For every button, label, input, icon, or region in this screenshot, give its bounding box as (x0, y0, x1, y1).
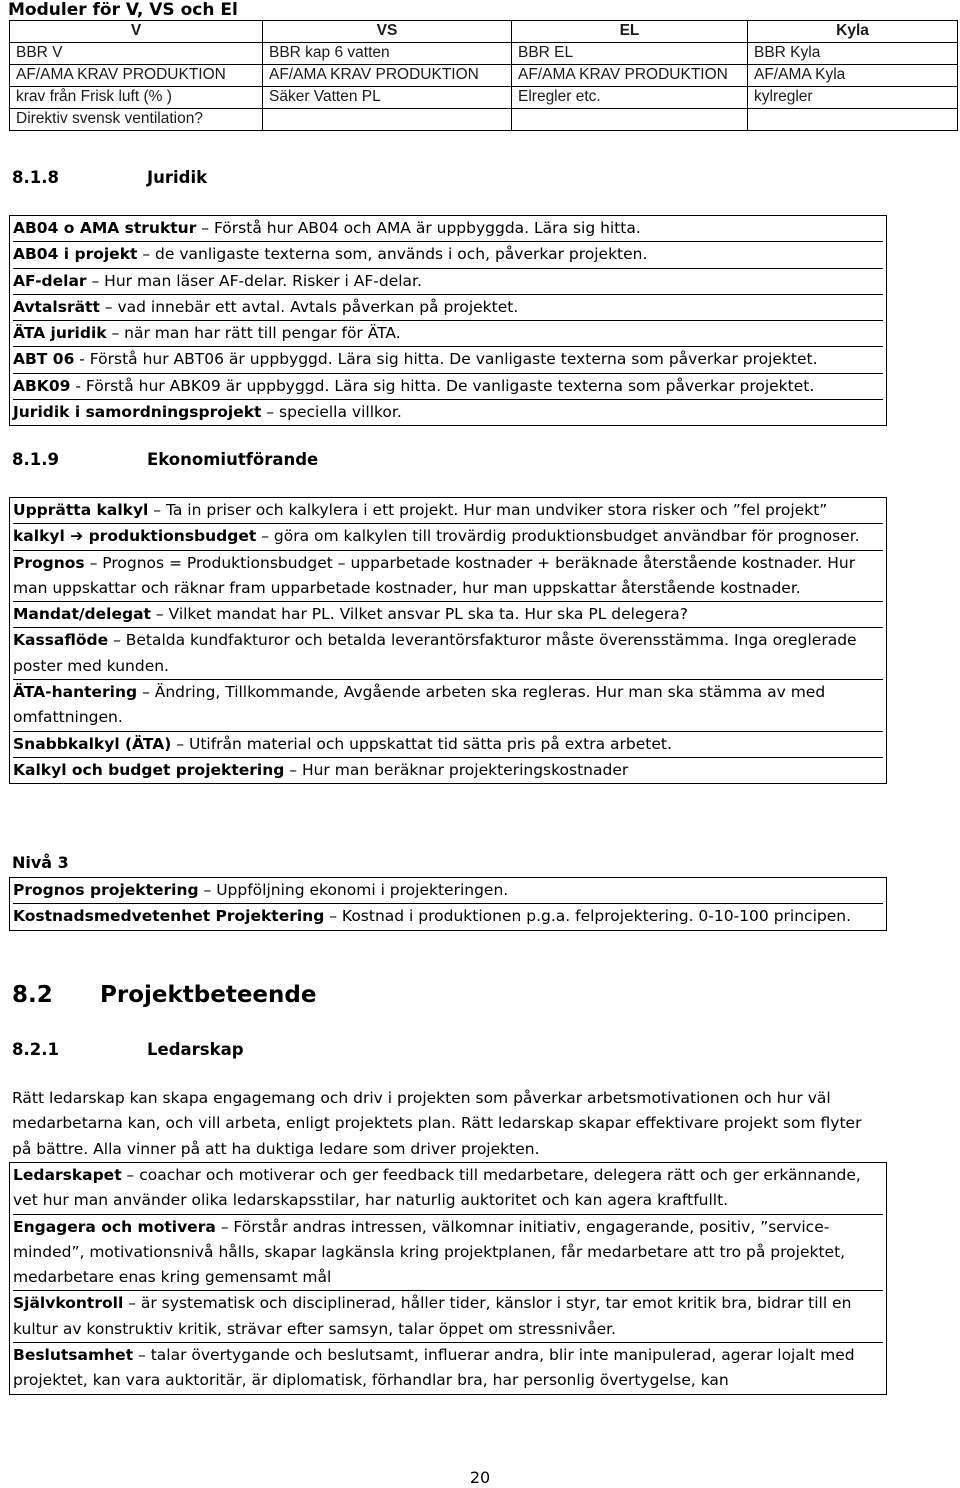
item-text: – Vilket mandat har PL. Vilket ansvar PL ska ta. Hur ska PL delegera? (150, 605, 688, 624)
section-heading-projektbeteende (12, 982, 316, 1008)
item-term: Självkontroll (13, 1294, 124, 1313)
list-item (13, 1163, 883, 1215)
item-term: Engagera och motivera (13, 1217, 216, 1236)
section-title: Ledarskap (147, 1040, 244, 1059)
item-term: Ledarskapet (13, 1166, 122, 1184)
list-item (13, 295, 883, 321)
item-term: AB04 o AMA struktur (13, 219, 197, 237)
list-item (13, 904, 883, 929)
table-cell (748, 109, 958, 131)
list-item (13, 347, 883, 373)
section-number: 8.1.8 (12, 168, 59, 187)
table-cell: AF/AMA Kyla (748, 65, 958, 87)
item-term: ÄTA-hantering (13, 683, 138, 702)
list-item (13, 524, 883, 550)
item-text: – Ändring, Tillkommande, Avgående arbeten ska regleras. Hur man ska stämma av med omfattningen. (13, 683, 826, 727)
header-cell: Kyla (748, 21, 958, 43)
item-term: ABT 06 (13, 350, 75, 369)
list-item (13, 216, 883, 242)
item-text: – Uppföljning ekonomi i projekteringen. (198, 881, 509, 899)
item-text: – Hur man läser AF-delar. Risker i AF-delar. (86, 271, 422, 290)
item-term: Kalkyl och budget projektering (13, 760, 285, 779)
list-item (13, 758, 883, 783)
page-title: Moduler för V, VS och El (8, 0, 238, 20)
ledarskap-box (9, 1162, 887, 1395)
ledarskap-intro: Rätt ledarskap kan skapa engagemang och driv i projekten som påverkar arbetsmotivationen och hur väl medarbetarna kan, och vill arbeta, enligt projektets plan. Rätt ledarskap skapar effektivare projekt som flyter på bättre. Alla vinner på att ha duktiga ledare som driver projekten. (12, 1089, 862, 1158)
niva3-box (9, 877, 887, 931)
item-text: – är systematisk och disciplinerad, håller tider, känslor i styr, tar emot kritik bra, bidrar till en kultur av konstruktiv kritik, strävar efter samsyn, talar öppet om stressnivåer. (13, 1294, 852, 1338)
item-text: – när man har rätt till pengar för ÄTA. (106, 324, 401, 343)
table-cell: krav från Frisk luft (% ) (10, 87, 263, 109)
item-term: Beslutsamhet (13, 1346, 134, 1365)
item-text: – coachar och motiverar och ger feedback till medarbetare, delegera rätt och ger erkännande, vet hur man använder olika ledarskapsstilar, har naturlig auktoritet och kan agera kraftfullt. (13, 1166, 861, 1210)
table-cell: BBR kap 6 vatten (263, 43, 512, 65)
item-text: – Förstå hur AB04 och AMA är uppbyggda. Lära sig hitta. (196, 219, 641, 237)
table-header-row (10, 21, 958, 43)
item-term: ÄTA juridik (13, 324, 107, 343)
item-text: - Förstå hur ABT06 är uppbyggd. Lära sig hitta. De vanligaste texterna som påverkar projektet. (74, 350, 818, 369)
list-item (13, 680, 883, 732)
item-text: – Ta in priser och kalkylera i ett projekt. Hur man undviker stora risker och ”fel projekt” (148, 501, 828, 519)
item-term: AB04 i projekt (13, 245, 138, 264)
item-term: Juridik i samordningsprojekt (13, 403, 262, 422)
list-item (13, 1291, 883, 1343)
item-term: Prognos (13, 553, 85, 572)
item-term: Snabbkalkyl (ÄTA) (13, 734, 172, 753)
table-cell: kylregler (748, 87, 958, 109)
table-row (10, 109, 958, 131)
header-cell: V (10, 21, 263, 43)
item-text: – speciella villkor. (261, 403, 402, 422)
item-text: – de vanligaste texterna som, används i och, påverkar projekten. (137, 245, 648, 264)
ekonomi-box (9, 497, 887, 784)
header-cell: VS (263, 21, 512, 43)
table-cell: BBR V (10, 43, 263, 65)
item-term: Avtalsrätt (13, 297, 100, 316)
section-heading-juridik (12, 168, 207, 187)
juridik-box (9, 215, 887, 426)
table-cell: Säker Vatten PL (263, 87, 512, 109)
table-cell (263, 109, 512, 131)
list-item (13, 732, 883, 758)
item-term: Prognos projektering (13, 881, 199, 899)
item-text: – göra om kalkylen till trovärdig produktionsbudget användbar för prognoser. (256, 527, 860, 546)
table-row (10, 87, 958, 109)
item-term: kalkyl ➔ produktionsbudget (13, 527, 257, 546)
section-title: Ekonomiutförande (147, 450, 319, 469)
table-row (10, 65, 958, 87)
table-cell (512, 109, 748, 131)
list-item (13, 400, 883, 425)
list-item (13, 498, 883, 524)
list-item (13, 269, 883, 295)
table-row (10, 43, 958, 65)
item-text: – talar övertygande och beslutsamt, influerar andra, blir inte manipulerad, agerar lojalt med projektet, kan vara auktoritär, är diplomatisk, förhandlar bra, har personlig övertygelse, kan (13, 1346, 855, 1390)
section-number: 8.1.9 (12, 450, 59, 469)
list-item (13, 321, 883, 347)
section-heading-ledarskap (12, 1040, 244, 1059)
item-term: Kostnadsmedvetenhet Projektering (13, 907, 325, 926)
section-number: 8.2.1 (12, 1040, 59, 1059)
table-cell: Elregler etc. (512, 87, 748, 109)
item-term: Mandat/delegat (13, 605, 151, 624)
table-cell: Direktiv svensk ventilation? (10, 109, 263, 131)
section-title: Juridik (147, 168, 208, 187)
item-text: – Förstår andras intressen, välkomnar initiativ, engagerande, positiv, ”service-minded”, motivationsnivå hålls, skapar lagkänsla kring projektplanen, får medarbetare att tro på projektet, medarbetare enas kring gemensamt mål (13, 1217, 846, 1287)
item-term: AF-delar (13, 271, 87, 290)
section-title: Projektbeteende (100, 982, 317, 1008)
header-cell: EL (512, 21, 748, 43)
list-item (13, 374, 883, 400)
item-text: - Förstå hur ABK09 är uppbyggd. Lära sig hitta. De vanligaste texterna som påverkar projektet. (70, 376, 815, 395)
table-cell: BBR Kyla (748, 43, 958, 65)
table-cell: AF/AMA KRAV PRODUKTION (512, 65, 748, 87)
item-text: – Betalda kundfakturor och betalda leverantörsfakturor måste överensstämma. Inga oreglerade poster med kunden. (13, 631, 857, 675)
table-cell: AF/AMA KRAV PRODUKTION (263, 65, 512, 87)
list-item (13, 602, 883, 628)
item-text: – vad innebär ett avtal. Avtals påverkan på projektet. (99, 297, 519, 316)
section-number: 8.2 (12, 982, 53, 1008)
list-item (13, 1343, 883, 1394)
table-cell: BBR EL (512, 43, 748, 65)
item-text: – Hur man beräknar projekteringskostnader (284, 760, 629, 779)
list-item (13, 1215, 883, 1292)
item-term: ABK09 (13, 376, 71, 395)
niva3-heading: Nivå 3 (12, 853, 69, 872)
list-item (13, 242, 883, 268)
item-text: – Utifrån material och uppskattat tid sätta pris på extra arbetet. (171, 734, 672, 753)
item-text: – Prognos = Produktionsbudget – upparbetade kostnader + beräknade återstående kostnader. Hur man uppskattar och räknar fram upparbetade kostnader, hur man uppskattar återstående kostnader. (13, 553, 856, 597)
list-item (13, 551, 883, 603)
list-item (13, 878, 883, 904)
item-term: Kassaflöde (13, 631, 109, 650)
item-text: – Kostnad i produktionen p.g.a. felprojektering. 0-10-100 principen. (324, 907, 851, 926)
table-cell: AF/AMA KRAV PRODUKTION (10, 65, 263, 87)
item-term: Upprätta kalkyl (13, 501, 149, 519)
list-item (13, 628, 883, 680)
page-number: 20 (469, 1468, 491, 1487)
section-heading-ekonomi (12, 450, 318, 469)
module-table (9, 20, 958, 131)
